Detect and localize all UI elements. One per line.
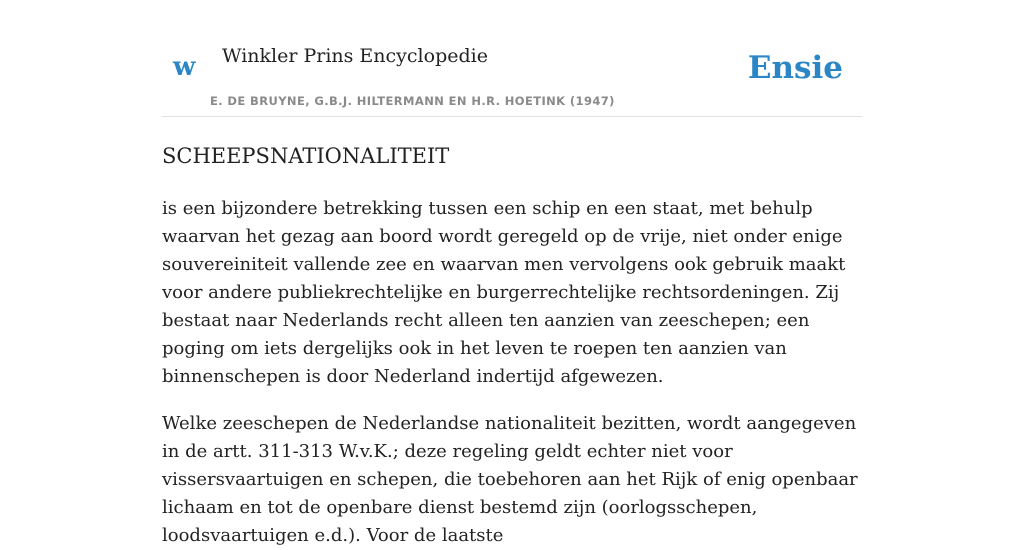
site-title[interactable]: Winkler Prins Encyclopedie — [222, 45, 488, 67]
article-paragraph: Welke zeeschepen de Nederlandse nationaliteit bezitten, wordt aangegeven in de artt. 311-313 W.v.K.; deze regeling geldt echter niet voor vissersvaartuigen en schepen, die toebehoren aan het Rijk of enig openbaar lichaam en tot de openbare dienst bestemd zijn (oorlogsschepen, loodsvaartuigen e.d.). Voor de laatste — [162, 413, 858, 546]
article-page — [162, 0, 862, 550]
byline: E. DE BRUYNE, G.B.J. HILTERMANN EN H.R. HOETINK (1947) — [210, 94, 615, 108]
brand-logo[interactable]: Ensie — [747, 50, 843, 86]
site-header — [162, 0, 862, 117]
article-title: SCHEEPSNATIONALITEIT — [162, 144, 450, 168]
site-logo[interactable]: w — [173, 52, 196, 82]
article-paragraph: is een bijzondere betrekking tussen een schip en een staat, met behulp waarvan het gezag aan boord wordt geregeld op de vrije, niet onder enige souvereiniteit vallende zee en waarvan men vervolgens ook gebruik maakt voor andere publiekrechtelijke en burgerrechtelijke rechtsordeningen. Zij bestaat naar Nederlands recht alleen ten aanzien van zeeschepen; een poging om iets dergelijks ook in het leven te roepen ten aanzien van binnenschepen is door Nederland indertijd afgewezen. — [162, 198, 846, 387]
